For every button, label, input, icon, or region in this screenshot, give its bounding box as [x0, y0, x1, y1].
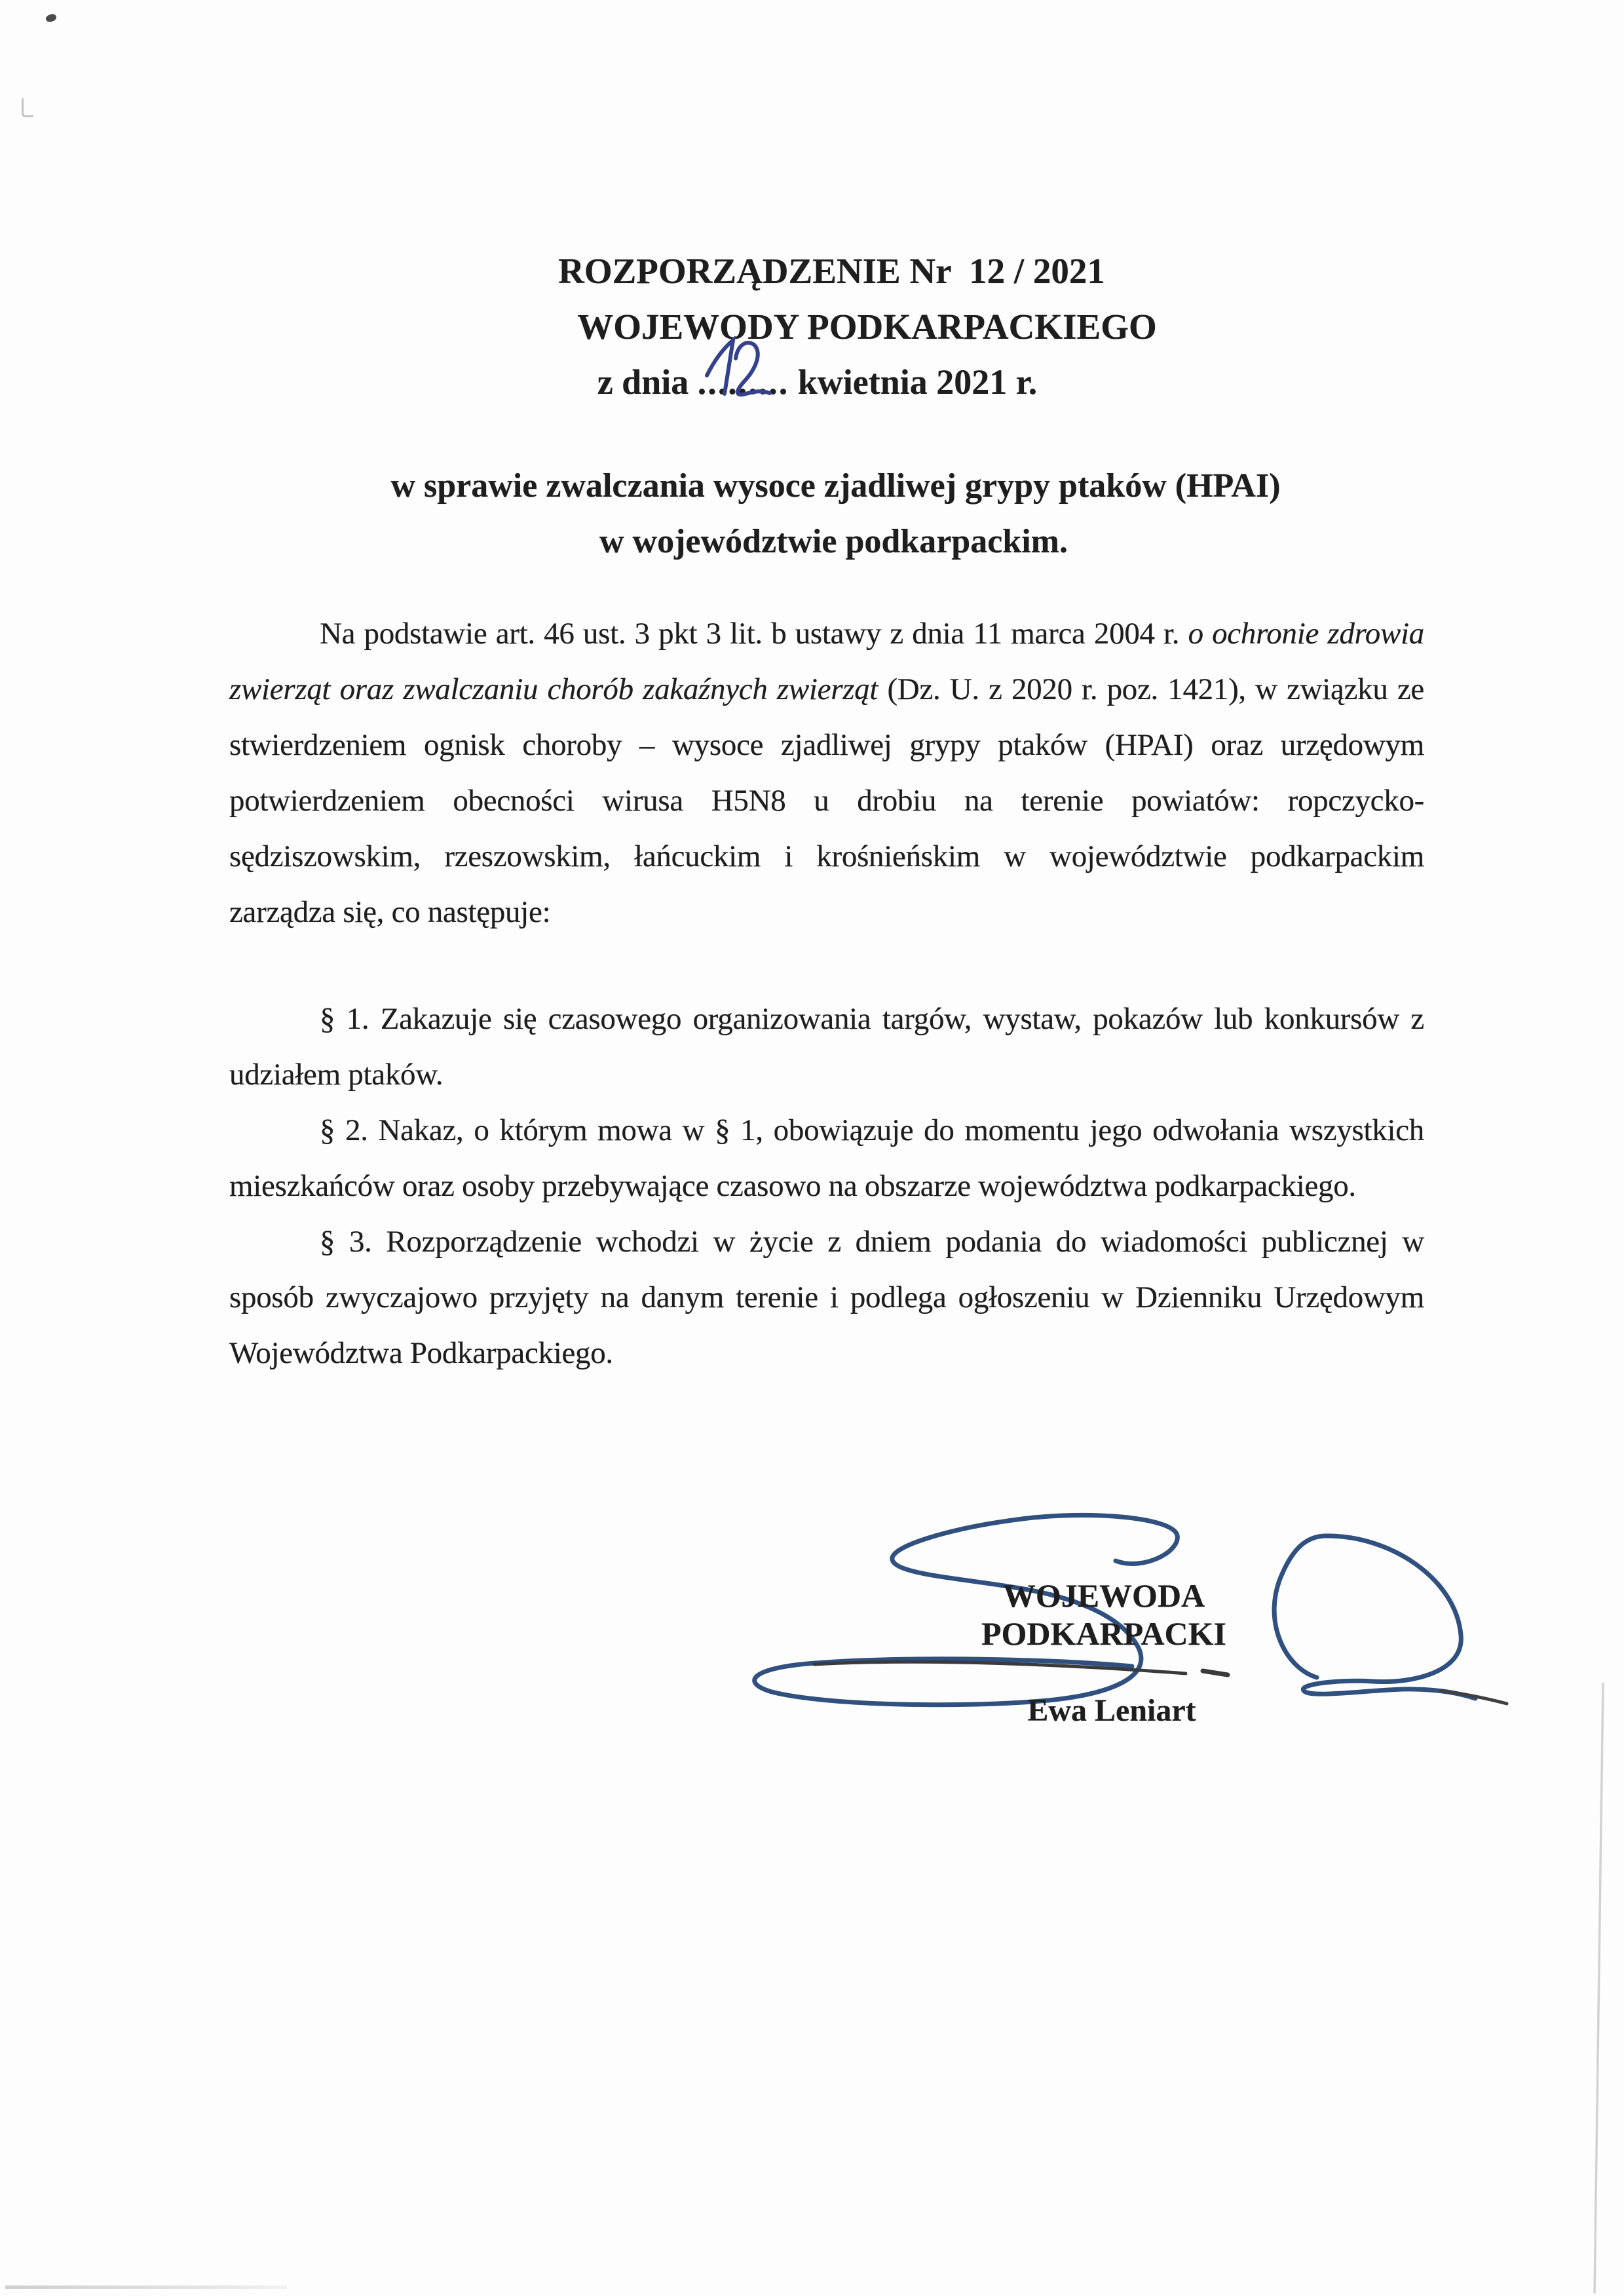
- signer-name: Ewa Leniart: [1027, 1693, 1196, 1728]
- preamble-rest: (Dz. U. z 2020 r. poz. 1421), w związku ze stwierdzeniem ognisk choroby – wysoce zjadliwej grypy ptaków (HPAI) oraz urzędowym potwierdzeniem obecności wirusa H5N8 u drobiu na terenie powiatów: ropczycko-sędziszowskim, rzeszowskim, łańcuckim i krośnieńskim w województwie podkarpackim zarządza się, co następuje:: [229, 672, 1424, 929]
- date-suffix: kwietnia 2021 r.: [789, 362, 1038, 402]
- scan-bottom-line-artifact: [5, 2286, 287, 2289]
- preamble-act-title: o ochronie zdrowia zwierząt oraz zwalczaniu chorób zakaźnych zwierząt: [229, 617, 1424, 706]
- scan-corner-mark: [22, 98, 33, 117]
- section-paragraph-3: § 3. Rozporządzenie wchodzi w życie z dniem podania do wiadomości publicznej w sposób zwyczajowo przyjęty na danym terenie i podlega ogłoszeniu w Dzienniku Urzędowym Województwa Podkarpackiego.: [229, 1225, 1424, 1370]
- doc-date-line: [5, 362, 1624, 402]
- subject-line-1: w sprawie zwalczania wysoce zjadliwej grypy ptaków (HPAI): [390, 467, 1281, 505]
- preamble-paragraph: [229, 606, 1424, 940]
- handwritten-day-12: [700, 336, 776, 403]
- section-paragraph-1: § 1. Zakazuje się czasowego organizowania targów, wystaw, pokazów lub konkursów z udziałem ptaków.: [229, 1002, 1424, 1092]
- scan-speck: [45, 13, 58, 23]
- date-dots: .........: [698, 362, 789, 402]
- doc-issuer: WOJEWODY PODKARPACKIEGO: [577, 307, 1157, 347]
- date-prefix: z dnia: [597, 362, 698, 402]
- signer-role: WOJEWODA PODKARPACKI: [981, 1577, 1227, 1652]
- subject-line-2: w województwie podkarpackim.: [599, 523, 1068, 560]
- section-paragraph-2: § 2. Nakaz, o którym mowa w § 1, obowiązuje do momentu jego odwołania wszystkich mieszkańców oraz osoby przebywające czasowo na obszarze województwa podkarpackiego.: [229, 1113, 1424, 1203]
- scan-right-edge-artifact: [1585, 1677, 1612, 2296]
- preamble-lead: Na podstawie art. 46 ust. 3 pkt 3 lit. b ustawy z dnia 11 marca 2004 r.: [320, 617, 1188, 651]
- doc-title: ROZPORZĄDZENIE Nr 12 / 2021: [558, 251, 1105, 291]
- doc-body: [229, 606, 1424, 1381]
